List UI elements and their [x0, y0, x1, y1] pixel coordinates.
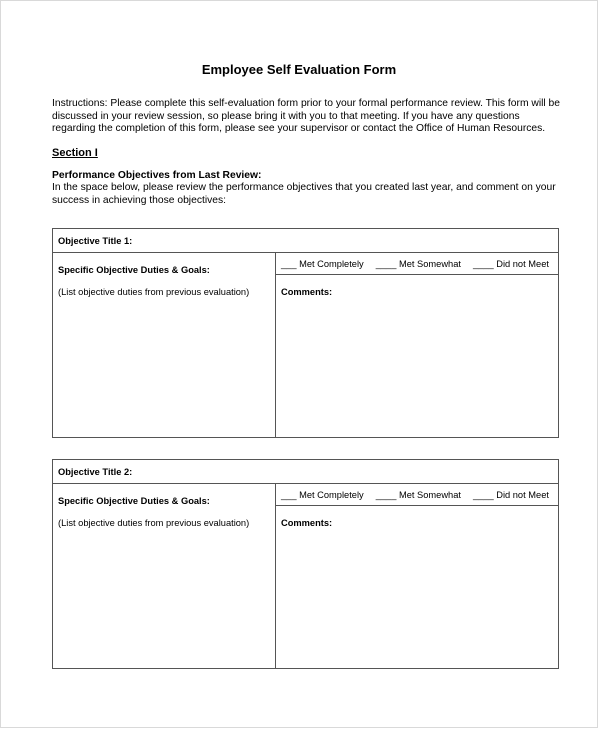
objective-title-field[interactable]: Objective Title 2:: [53, 460, 558, 484]
evaluation-cell: [276, 253, 558, 437]
objective-body: [53, 484, 558, 668]
objective-body: [53, 253, 558, 437]
duties-cell[interactable]: [53, 484, 276, 668]
duties-hint: (List objective duties from previous evaluation): [58, 287, 250, 297]
comments-label: Comments:: [281, 518, 333, 528]
performance-objectives-heading: Performance Objectives from Last Review:: [52, 170, 262, 181]
evaluation-cell: [276, 484, 558, 668]
duties-cell[interactable]: [53, 253, 276, 437]
rating-met-completely[interactable]: ___ Met Completely: [281, 259, 364, 269]
rating-did-not-meet[interactable]: ____ Did not Meet: [472, 259, 549, 269]
duties-label: Specific Objective Duties & Goals:: [58, 265, 210, 275]
performance-objectives-description: In the space below, please review the performance objectives that you created last year, and comment on your success in achieving those objectives:: [52, 182, 556, 206]
section-heading: Section I: [52, 147, 98, 159]
instructions-text: Instructions: Please complete this self-evaluation form prior to your formal performance review. This form will be discussed in your review session, so please bring it with you to that meeting. If you have any questions regarding the completion of this form, please see your supervisor or contact the Office of Human Resources.: [52, 98, 560, 134]
rating-met-somewhat[interactable]: ____ Met Somewhat: [375, 259, 461, 269]
comments-label: Comments:: [281, 287, 333, 297]
rating-did-not-meet[interactable]: ____ Did not Meet: [472, 490, 549, 500]
rating-met-somewhat[interactable]: ____ Met Somewhat: [375, 490, 461, 500]
rating-met-completely[interactable]: ___ Met Completely: [281, 490, 364, 500]
form-title: Employee Self Evaluation Form: [201, 62, 397, 77]
duties-hint: (List objective duties from previous evaluation): [58, 518, 250, 528]
rating-row: [276, 484, 558, 506]
duties-label: Specific Objective Duties & Goals:: [58, 496, 210, 506]
rating-row: [276, 253, 558, 275]
objective-box-2: [52, 459, 559, 669]
objective-title-field[interactable]: Objective Title 1:: [53, 229, 558, 253]
objective-box-1: [52, 228, 559, 438]
